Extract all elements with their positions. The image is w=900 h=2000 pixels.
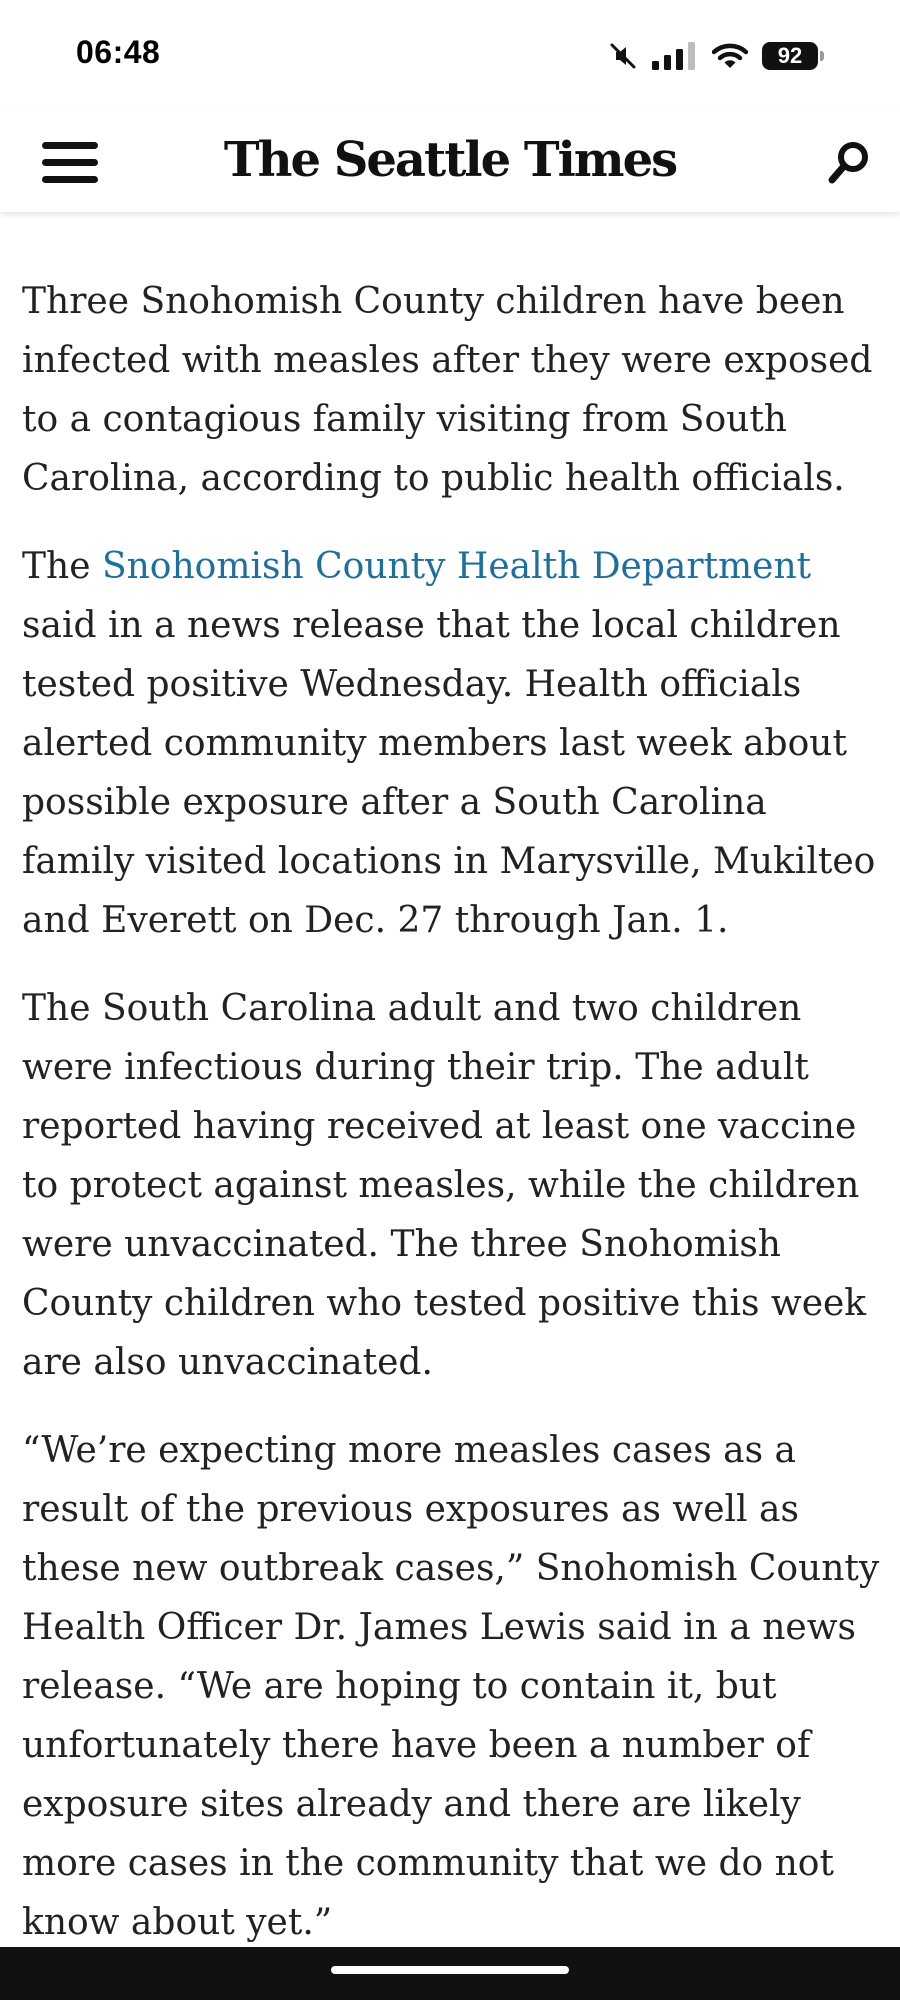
article-paragraph-3: The South Carolina adult and two children were infectious during their trip. The adult reported having received at least one vaccine to protect against measles, while the children were unvaccinated. The three Snohomish County children who tested positive this week are also unvaccinated. <box>22 988 867 1383</box>
cellular-signal-icon <box>652 42 698 70</box>
wifi-icon <box>712 42 748 70</box>
home-indicator[interactable] <box>331 1966 569 1974</box>
home-bar <box>0 1947 900 2000</box>
search-button[interactable] <box>824 138 874 188</box>
status-bar <box>0 0 900 110</box>
search-icon <box>824 138 874 188</box>
article-paragraph-4: “We’re expecting more measles cases as a result of the previous exposures as well as these new outbreak cases,” Snohomish County Health Officer Dr. James Lewis said in a news release. “We are hoping to contain it, but unfortunately there have been a number of exposure sites already and there are likely more cases in the community that we do not know about yet.” <box>22 1430 880 1943</box>
site-logo[interactable]: The Seattle Times <box>223 132 677 188</box>
status-icons <box>608 38 824 74</box>
status-time: 06:48 <box>76 34 161 70</box>
paragraph-2-lead: The <box>22 546 102 587</box>
mute-icon <box>608 41 638 71</box>
article-body <box>22 272 880 1981</box>
article-paragraph-1: Three Snohomish County children have been infected with measles after they were exposed to a contagious family visiting from South Carolina, according to public health officials. <box>22 281 873 499</box>
battery-icon <box>762 42 824 70</box>
health-department-link[interactable]: Snohomish County Health Department <box>101 546 812 587</box>
article-paragraph-2 <box>22 537 880 950</box>
site-header <box>0 110 900 212</box>
battery-level: 92 <box>762 42 818 70</box>
paragraph-2-rest: said in a news release that the local children tested positive Wednesday. Health officials alerted community members last week about possible exposure after a South Carolina family visited locations in Marysville, Mukilteo and Everett on Dec. 27 through Jan. 1. <box>22 605 876 941</box>
